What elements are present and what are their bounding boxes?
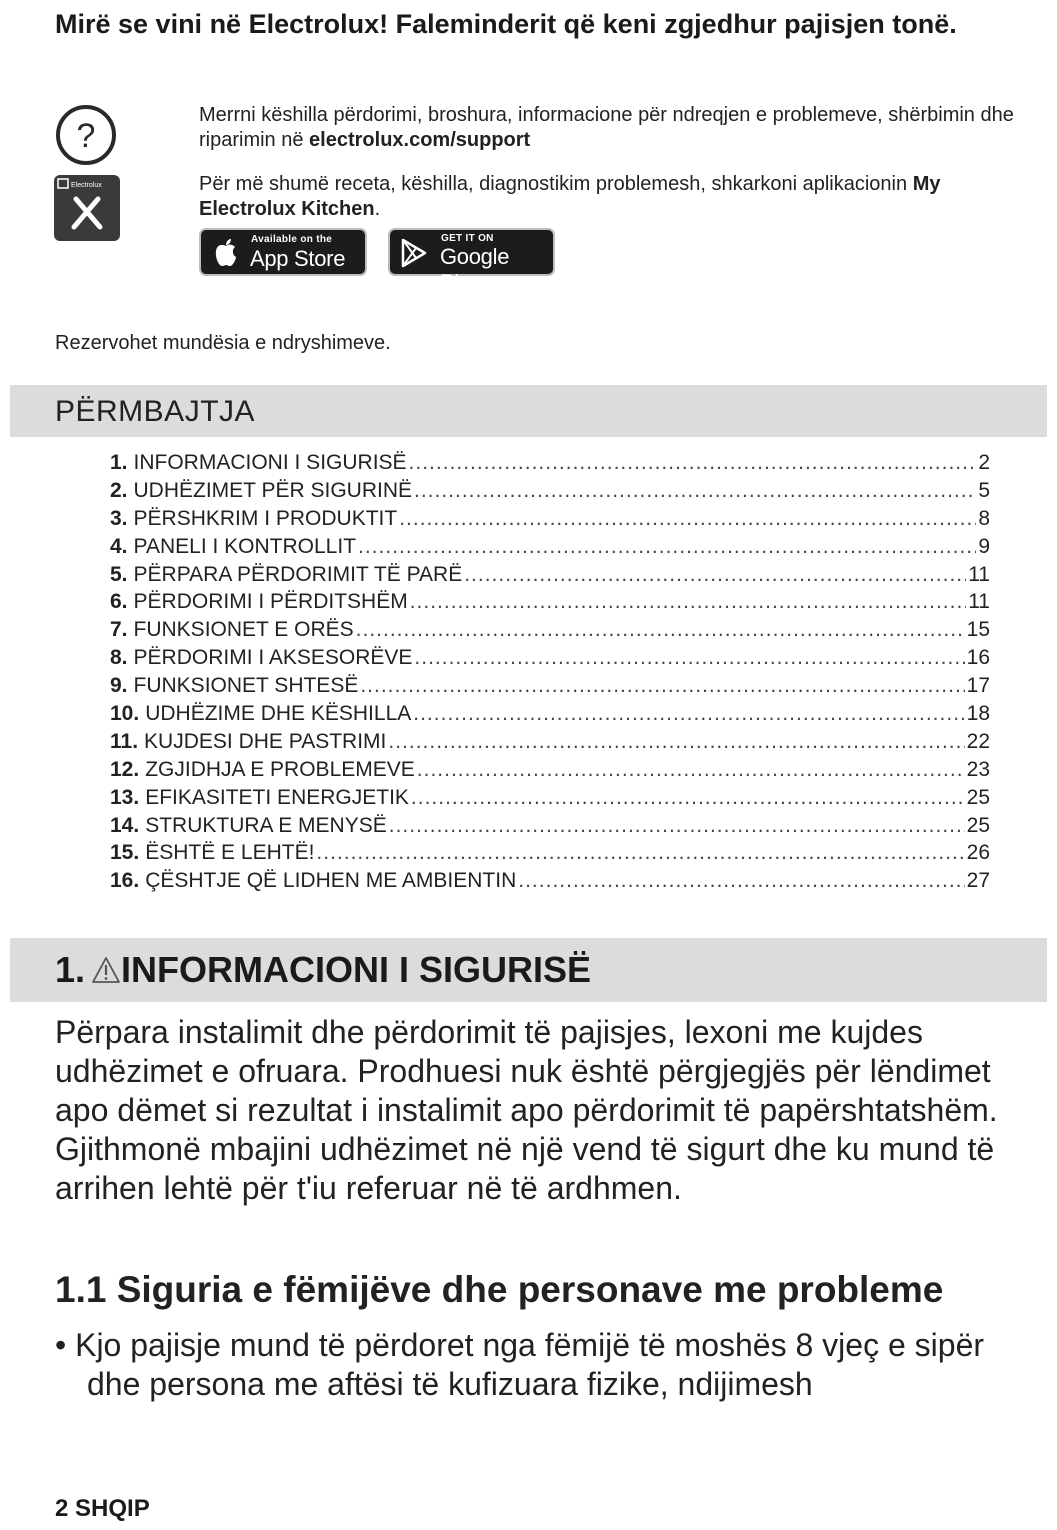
app-text: Për më shumë receta, këshilla, diagnostikim problemesh, shkarkoni aplikacionin — [199, 173, 908, 195]
toc-leader-dots — [410, 590, 966, 614]
google-play-badge[interactable] — [388, 228, 555, 295]
toc-entry-number: 4. — [110, 534, 128, 558]
toc-leader-dots — [388, 730, 964, 754]
toc-entry-number: 13. — [110, 785, 140, 809]
toc-entry[interactable] — [110, 535, 990, 563]
toc-entry-page: 16 — [966, 646, 990, 670]
toc-leader-dots — [414, 646, 964, 670]
toc-entry-page: 26 — [966, 841, 990, 865]
toc-entry-label: FUNKSIONET E ORËS — [133, 618, 354, 642]
toc-entry-label: ÇËSHTJE QË LIDHEN ME AMBIENTIN — [145, 869, 517, 893]
section-header-band — [10, 938, 1047, 1002]
toc-leader-dots — [414, 479, 976, 503]
help-question-icon — [55, 104, 117, 166]
toc-entry[interactable] — [110, 814, 990, 842]
app-store-small-label: Available on the — [251, 234, 333, 245]
safety-intro-paragraph: Përpara instalimit dhe përdorimit të pajisjes, lexoni me kujdes udhëzimet e ofruara. Prodhuesi nuk është përgjegjës për lëndimet apo dëmet si rezultat i instalimit apo përdorimit të papërshtatshëm. Gjithmonë mbajini udhëzimet në një vend të sigurt dhe ku mund të arrihen lehtë për t'iu referuar në të ardhmen. — [55, 1014, 998, 1206]
toc-entry[interactable] — [110, 507, 990, 535]
toc-entry[interactable] — [110, 479, 990, 507]
toc-entry-page: 5 — [978, 478, 990, 502]
toc-entry-page: 8 — [978, 506, 990, 530]
toc-entry[interactable] — [110, 702, 990, 730]
bullet-item: • Kjo pajisje mund të përdoret nga fëmijë të moshës 8 vjeç e sipër dhe persona me aftësi të kufizuara fizike, ndijimesh — [55, 1327, 985, 1402]
toc-entry-label: PËRSHKRIM I PRODUKTIT — [133, 506, 398, 530]
toc-entry-page: 9 — [978, 534, 990, 558]
toc-header-band — [10, 385, 1047, 437]
toc-entry-label: UDHËZIMET PËR SIGURINË — [133, 478, 412, 502]
electrolux-kitchen-app-icon — [54, 175, 120, 241]
toc-leader-dots — [409, 451, 977, 475]
toc-entry-number: 10. — [110, 702, 140, 726]
subsection-heading: 1.1 Siguria e fëmijëve dhe personave me probleme — [55, 1269, 944, 1310]
toc-leader-dots — [518, 869, 964, 893]
toc-leader-dots — [411, 786, 965, 810]
toc-entry-page: 2 — [978, 451, 990, 474]
toc-entry-label: PËRDORIMI I AKSESORËVE — [133, 646, 413, 670]
toc-entry-number: 1. — [110, 451, 128, 474]
toc-entry[interactable] — [110, 786, 990, 814]
toc-entry-page: 23 — [966, 757, 990, 781]
toc-entry-label: KUJDESI DHE PASTRIMI — [144, 729, 387, 753]
toc-entry-page: 17 — [966, 674, 990, 698]
toc-entry-page: 25 — [966, 813, 990, 837]
toc-entry-number: 5. — [110, 562, 128, 586]
section-title — [55, 949, 591, 991]
app-name: My Electrolux Kitchen — [199, 173, 941, 220]
toc-entry-page: 11 — [968, 562, 990, 586]
toc-entry-number: 3. — [110, 506, 128, 530]
toc-leader-dots — [464, 563, 966, 587]
toc-entry-number: 16. — [110, 869, 140, 893]
toc-entry-label: PANELI I KONTROLLIT — [133, 534, 357, 558]
toc-entry-label: PËRDORIMI I PËRDITSHËM — [133, 590, 408, 614]
google-play-small-label: GET IT ON — [441, 233, 494, 244]
toc-entry[interactable] — [110, 674, 990, 702]
support-text: Merrni këshilla përdorimi, broshura, informacione për ndreqjen e problemeve, shërbimin dhe riparimin në — [199, 104, 1014, 151]
welcome-heading: Mirë se vini në Electrolux! Faleminderit që keni zgjedhur pajisjen tonë. — [55, 9, 957, 39]
toc-entry[interactable] — [110, 730, 990, 758]
toc-leader-dots — [389, 814, 965, 838]
toc-entry-number: 7. — [110, 618, 128, 642]
toc-entry-page: 15 — [966, 618, 990, 642]
support-info — [199, 103, 1039, 153]
toc-entry[interactable] — [110, 451, 990, 479]
toc-entry[interactable] — [110, 758, 990, 786]
google-play-label: Google Play — [440, 244, 510, 295]
toc-entry-label: INFORMACIONI I SIGURISË — [133, 451, 407, 474]
toc-entry-number: 14. — [110, 813, 140, 837]
toc-leader-dots — [360, 674, 964, 698]
app-store-badge[interactable] — [199, 228, 367, 276]
toc-leader-dots — [358, 535, 976, 559]
toc-entry[interactable] — [110, 618, 990, 646]
toc-entry-number: 9. — [110, 674, 128, 698]
toc-entry[interactable] — [110, 646, 990, 674]
toc-entry-page: 22 — [966, 729, 990, 753]
support-link[interactable]: electrolux.com/support — [309, 129, 531, 151]
toc-entry-label: ËSHTË E LEHTË! — [145, 841, 315, 865]
toc-entry-label: STRUKTURA E MENYSË — [145, 813, 387, 837]
toc-entry-label: ZGJIDHJA E PROBLEMEVE — [145, 757, 415, 781]
toc-entry[interactable] — [110, 563, 990, 591]
toc-entry-label: EFIKASITETI ENERGJETIK — [145, 785, 409, 809]
toc-entry-number: 11. — [110, 729, 139, 753]
toc-entry-number: 12. — [110, 757, 140, 781]
toc-entry-number: 15. — [110, 841, 140, 865]
toc-entry[interactable] — [110, 869, 990, 897]
toc-leader-dots — [316, 841, 964, 865]
apple-icon — [213, 238, 239, 268]
app-store-label: App Store — [250, 246, 346, 271]
toc-title: PËRMBAJTJA — [55, 395, 256, 428]
toc-entry-label: PËRPARA PËRDORIMIT TË PARË — [133, 562, 463, 586]
toc-entry-page: 25 — [966, 785, 990, 809]
toc-entry-number: 2. — [110, 478, 128, 502]
google-play-icon — [400, 238, 428, 268]
toc-entry-label: FUNKSIONET SHTESË — [133, 674, 359, 698]
toc-entry-page: 27 — [966, 869, 990, 893]
app-info — [199, 172, 1039, 222]
warning-icon — [91, 951, 121, 979]
toc-entry-number: 6. — [110, 590, 128, 614]
section-number: 1. — [55, 949, 86, 990]
app-text-end: . — [374, 198, 381, 220]
toc-leader-dots — [417, 758, 965, 782]
toc-leader-dots — [413, 702, 964, 726]
table-of-contents — [110, 451, 990, 897]
toc-leader-dots — [356, 618, 965, 642]
toc-entry[interactable] — [110, 841, 990, 869]
toc-entry-label: UDHËZIME DHE KËSHILLA — [145, 702, 412, 726]
toc-entry-page: 18 — [966, 702, 990, 726]
app-icon-brand: Electrolux — [71, 182, 102, 189]
toc-entry-number: 8. — [110, 646, 128, 670]
toc-entry-page: 11 — [968, 590, 990, 614]
section-title-text: INFORMACIONI I SIGURISË — [121, 949, 592, 990]
reserved-notice: Rezervohet mundësia e ndryshimeve. — [55, 332, 391, 354]
page-footer: 2 SHQIP — [55, 1495, 150, 1522]
toc-entry[interactable] — [110, 590, 990, 618]
toc-leader-dots — [399, 507, 976, 531]
svg-text:?: ? — [76, 117, 96, 155]
